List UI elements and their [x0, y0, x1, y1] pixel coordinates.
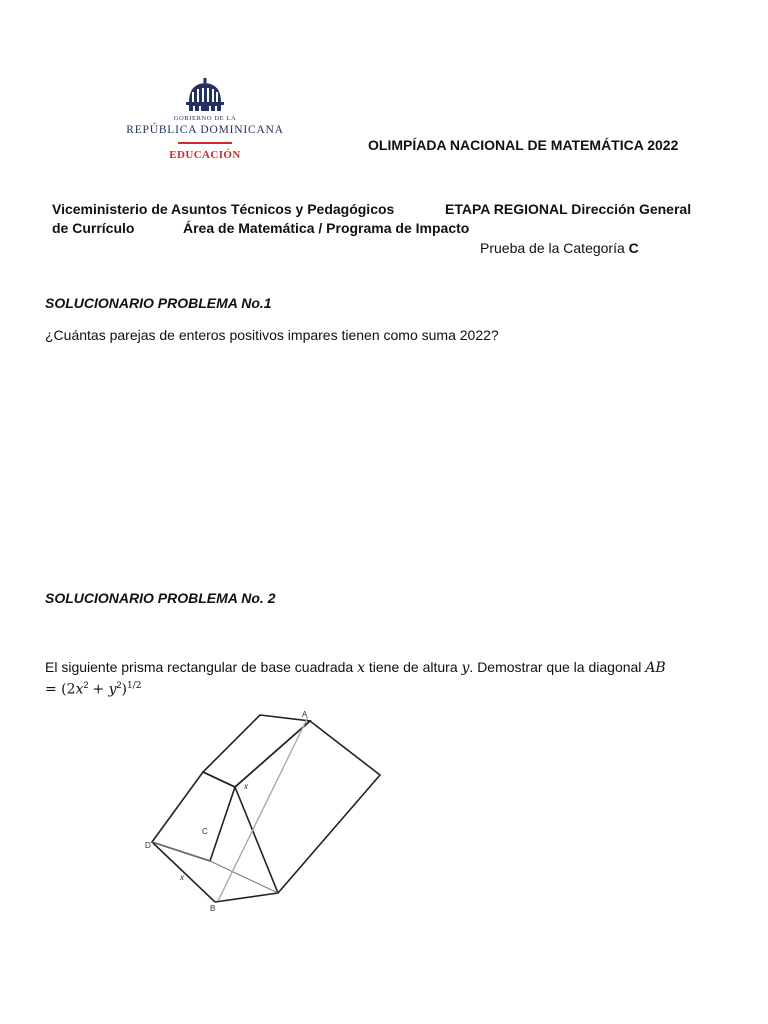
prism-bottom-edge-right: [215, 893, 278, 902]
formula-y: y: [108, 681, 117, 698]
label-x-top: x: [244, 782, 248, 791]
category-line: [480, 240, 639, 256]
formula-sup-b: 2: [116, 680, 122, 690]
dome-icon: [183, 78, 227, 114]
logo-country: REPÚBLICA DOMINICANA: [126, 124, 284, 136]
problem2-heading: SOLUCIONARIO PROBLEMA No. 2: [45, 590, 276, 606]
logo-gov-line: GOBIERNO DE LA: [173, 115, 237, 122]
logo-ministry: EDUCACIÓN: [169, 149, 241, 161]
category-letter: C: [628, 240, 639, 256]
page-title: OLIMPÍADA NACIONAL DE MATEMÁTICA 2022: [368, 137, 679, 153]
stage-text: ETAPA REGIONAL Dirección General: [445, 201, 692, 217]
formula-close: ): [121, 681, 127, 698]
formula-sup-a: 2: [83, 680, 89, 690]
area-text: Área de Matemática / Programa de Impacto: [183, 220, 470, 236]
formula-x: x: [75, 681, 84, 698]
prism-front-face: [152, 772, 235, 861]
problem1-heading: SOLUCIONARIO PROBLEMA No.1: [45, 295, 272, 311]
prism-figure: [140, 705, 390, 915]
statement-part2: tiene de altura: [368, 659, 458, 675]
formula-prefix: = (2: [45, 681, 76, 698]
formula-plus: +: [92, 681, 109, 698]
label-b: B: [210, 904, 216, 913]
label-c: C: [202, 827, 208, 836]
prism-right-face: [235, 721, 380, 893]
education-logo: [120, 78, 290, 166]
problem2-statement: [45, 659, 666, 676]
category-prefix: Prueba de la Categoría: [480, 240, 625, 256]
label-d: D: [145, 841, 151, 850]
label-x-bottom: x: [180, 873, 184, 882]
label-a: A: [302, 710, 308, 719]
var-x: x: [357, 660, 365, 676]
prism-top-face: [203, 715, 310, 787]
var-ab: AB: [645, 660, 666, 676]
var-y: y: [461, 660, 470, 676]
prism-bottom-edge-left: [152, 842, 215, 902]
problem1-question: ¿Cuántas parejas de enteros positivos impares tienen como suma 2022?: [45, 327, 499, 343]
logo-divider: [178, 142, 232, 144]
prism-hidden-edge-left: [152, 842, 210, 861]
viceministry-text: Viceministerio de Asuntos Técnicos y Pedagógicos: [52, 201, 395, 217]
statement-part1: El siguiente prisma rectangular de base cuadrada: [45, 659, 354, 675]
formula-exponent: 1/2: [126, 681, 142, 691]
curriculum-text: de Currículo: [52, 220, 135, 236]
formula-line: [45, 680, 141, 698]
statement-part3: . Demostrar que la diagonal: [469, 659, 642, 675]
